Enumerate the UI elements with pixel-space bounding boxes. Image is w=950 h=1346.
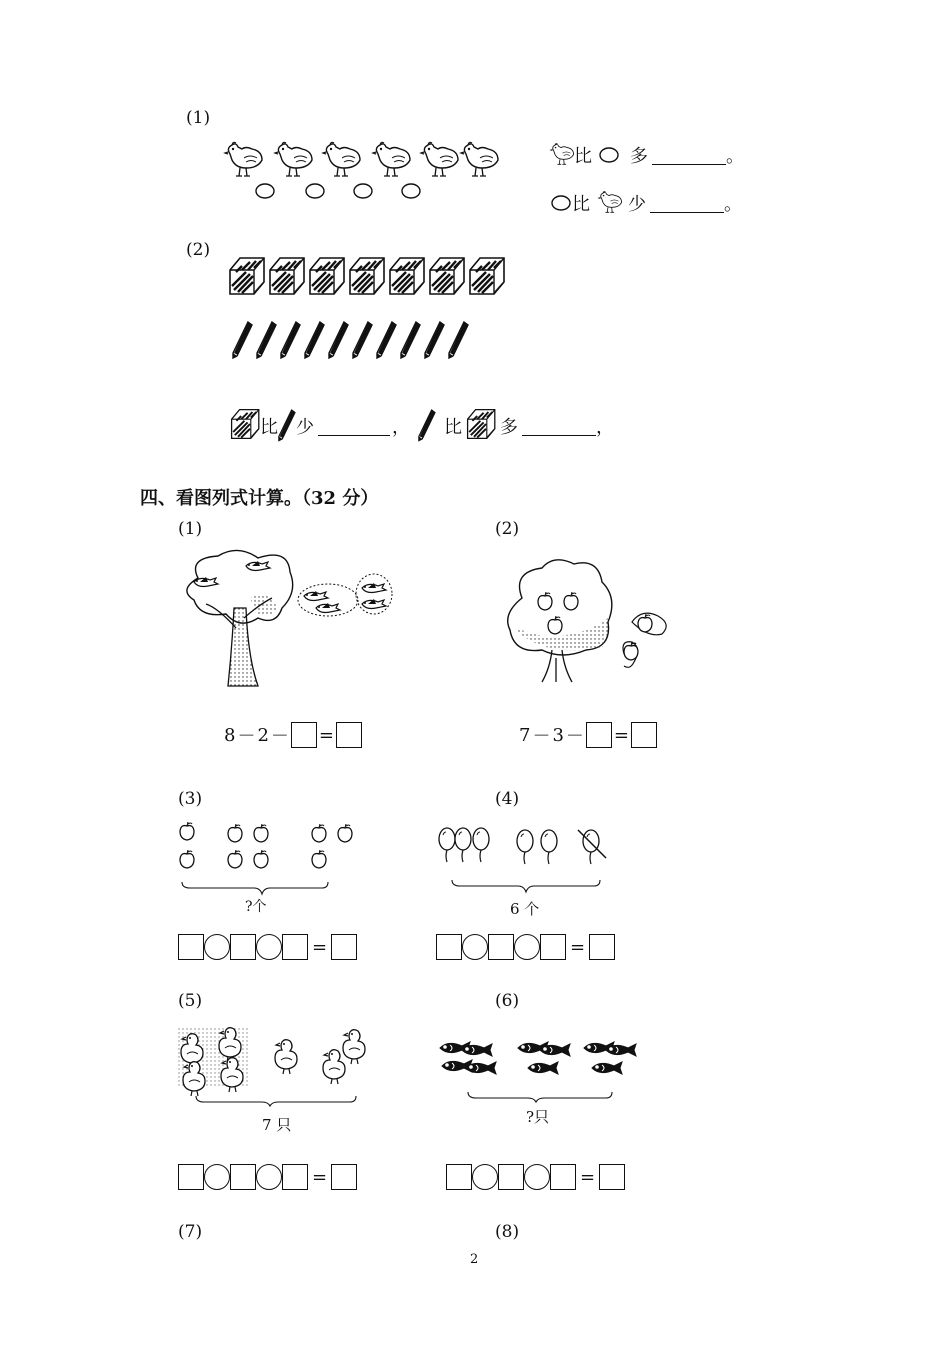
apple-icon bbox=[180, 822, 194, 840]
p6-number: (6) bbox=[495, 991, 520, 1011]
q1-number: (1) bbox=[186, 108, 211, 128]
eraser-icon bbox=[270, 258, 304, 294]
apple-icon bbox=[254, 824, 268, 842]
chick-icon bbox=[343, 1030, 365, 1064]
answer-box[interactable] bbox=[436, 934, 462, 960]
egg-icon bbox=[354, 184, 372, 198]
erasers-illustration bbox=[228, 256, 518, 298]
operator-circle[interactable] bbox=[514, 934, 540, 960]
apples-illustration bbox=[178, 822, 368, 894]
chick-icon bbox=[323, 1050, 345, 1084]
answer-blank[interactable] bbox=[652, 146, 726, 165]
balloon-icon bbox=[541, 830, 557, 864]
pencil-icon bbox=[233, 322, 252, 358]
answer-blank[interactable] bbox=[318, 417, 390, 436]
fish-icon bbox=[528, 1062, 558, 1074]
fish-icon bbox=[592, 1062, 622, 1074]
eraser-icon bbox=[310, 258, 344, 294]
p5-caption: 7 只 bbox=[262, 1116, 292, 1134]
answer-box[interactable] bbox=[599, 1164, 625, 1190]
hen-icon bbox=[373, 142, 410, 176]
pencil-icon bbox=[449, 322, 468, 358]
pencil-icon bbox=[257, 322, 276, 358]
p4-caption: 6 个 bbox=[510, 900, 540, 918]
answer-box[interactable] bbox=[230, 934, 256, 960]
egg-icon bbox=[598, 146, 624, 164]
pencil-icon bbox=[353, 322, 372, 358]
operator-circle[interactable] bbox=[524, 1164, 550, 1190]
pencil-icon bbox=[278, 410, 296, 442]
q1-line2: 比 少 。 bbox=[550, 190, 742, 216]
apple-icon bbox=[228, 850, 242, 868]
page-number: 2 bbox=[470, 1252, 479, 1267]
pencils-illustration bbox=[232, 322, 482, 362]
egg-icon bbox=[550, 194, 572, 212]
balloon-icon bbox=[517, 830, 533, 864]
p3-caption: ?个 bbox=[245, 899, 267, 915]
hen-icon bbox=[550, 142, 574, 168]
eraser-icon bbox=[466, 408, 500, 444]
p1-number: (1) bbox=[178, 519, 203, 539]
apple-icon bbox=[312, 850, 326, 868]
answer-box[interactable] bbox=[282, 1164, 308, 1190]
operator-circle[interactable] bbox=[472, 1164, 498, 1190]
egg-icon bbox=[256, 184, 274, 198]
answer-box[interactable] bbox=[446, 1164, 472, 1190]
answer-box[interactable] bbox=[331, 934, 357, 960]
eraser-icon bbox=[470, 258, 504, 294]
hen-icon bbox=[225, 142, 262, 176]
answer-box[interactable] bbox=[586, 722, 612, 748]
pencil-icon bbox=[425, 322, 444, 358]
balloon-icon bbox=[455, 828, 471, 862]
answer-box[interactable] bbox=[336, 722, 362, 748]
balloons-illustration bbox=[438, 828, 628, 898]
p6-equation: = bbox=[446, 1164, 625, 1190]
bird-icon bbox=[362, 583, 386, 593]
egg-icon bbox=[402, 184, 420, 198]
operator-circle[interactable] bbox=[204, 934, 230, 960]
answer-box[interactable] bbox=[540, 934, 566, 960]
chicks-illustration bbox=[178, 1024, 378, 1104]
p8-number: (8) bbox=[495, 1222, 520, 1242]
bird-icon bbox=[304, 591, 328, 601]
p4-equation: = bbox=[436, 934, 615, 960]
hen-icon bbox=[323, 142, 360, 176]
answer-box[interactable] bbox=[550, 1164, 576, 1190]
bird-icon bbox=[362, 599, 386, 609]
p7-number: (7) bbox=[178, 1222, 203, 1242]
answer-box[interactable] bbox=[488, 934, 514, 960]
hen-icon bbox=[461, 142, 498, 176]
q1-line1: 比 多 。 bbox=[550, 142, 744, 168]
pencil-icon bbox=[401, 322, 420, 358]
operator-circle[interactable] bbox=[256, 1164, 282, 1190]
answer-blank[interactable] bbox=[650, 194, 724, 213]
hen-icon bbox=[594, 190, 624, 216]
answer-box[interactable] bbox=[282, 934, 308, 960]
p1-equation: 8 － 2 － = bbox=[224, 722, 362, 748]
pencil-icon bbox=[418, 410, 438, 442]
eraser-icon bbox=[350, 258, 384, 294]
pencil-icon bbox=[329, 322, 348, 358]
eraser-icon bbox=[430, 258, 464, 294]
pencil-icon bbox=[281, 322, 300, 358]
pencil-icon bbox=[305, 322, 324, 358]
q2-number: (2) bbox=[186, 240, 211, 260]
fish-icon bbox=[442, 1060, 472, 1072]
p4-number: (4) bbox=[495, 789, 520, 809]
p2-equation: 7 － 3 － = bbox=[519, 722, 657, 748]
balloon-icon bbox=[439, 828, 455, 862]
apple-icon bbox=[254, 850, 268, 868]
tree-with-birds-illustration bbox=[178, 548, 398, 688]
answer-blank[interactable] bbox=[522, 417, 596, 436]
eraser-icon bbox=[230, 258, 264, 294]
answer-box[interactable] bbox=[230, 1164, 256, 1190]
pencil-icon bbox=[377, 322, 396, 358]
hen-icon bbox=[275, 142, 312, 176]
p3-equation: = bbox=[178, 934, 357, 960]
q2-sentence: 比 少 ， 比 多 ， bbox=[230, 408, 614, 444]
p2-number: (2) bbox=[495, 519, 520, 539]
answer-box[interactable] bbox=[178, 934, 204, 960]
egg-icon bbox=[306, 184, 324, 198]
apple-icon bbox=[338, 824, 352, 842]
answer-box[interactable] bbox=[331, 1164, 357, 1190]
answer-box[interactable] bbox=[631, 722, 657, 748]
balloon-icon bbox=[473, 828, 489, 862]
answer-box[interactable] bbox=[178, 1164, 204, 1190]
balloon-icon bbox=[583, 830, 599, 864]
fish-illustration bbox=[438, 1040, 638, 1106]
p6-caption: ?只 bbox=[526, 1108, 550, 1126]
answer-box[interactable] bbox=[498, 1164, 524, 1190]
p3-number: (3) bbox=[178, 789, 203, 809]
hen-icon bbox=[421, 142, 458, 176]
chick-icon bbox=[275, 1040, 297, 1074]
apple-icon bbox=[228, 824, 242, 842]
answer-box[interactable] bbox=[291, 722, 317, 748]
apple-tree-illustration bbox=[502, 558, 682, 688]
operator-circle[interactable] bbox=[204, 1164, 230, 1190]
answer-box[interactable] bbox=[589, 934, 615, 960]
apple-icon bbox=[180, 850, 194, 868]
p5-equation: = bbox=[178, 1164, 357, 1190]
p5-number: (5) bbox=[178, 991, 203, 1011]
eraser-icon bbox=[390, 258, 424, 294]
section4-heading: 四、看图列式计算。（32 分） bbox=[140, 488, 379, 509]
bird-icon bbox=[316, 603, 340, 613]
apple-icon bbox=[312, 824, 326, 842]
operator-circle[interactable] bbox=[462, 934, 488, 960]
hens-and-eggs-illustration bbox=[224, 140, 504, 202]
operator-circle[interactable] bbox=[256, 934, 282, 960]
eraser-icon bbox=[230, 408, 260, 444]
